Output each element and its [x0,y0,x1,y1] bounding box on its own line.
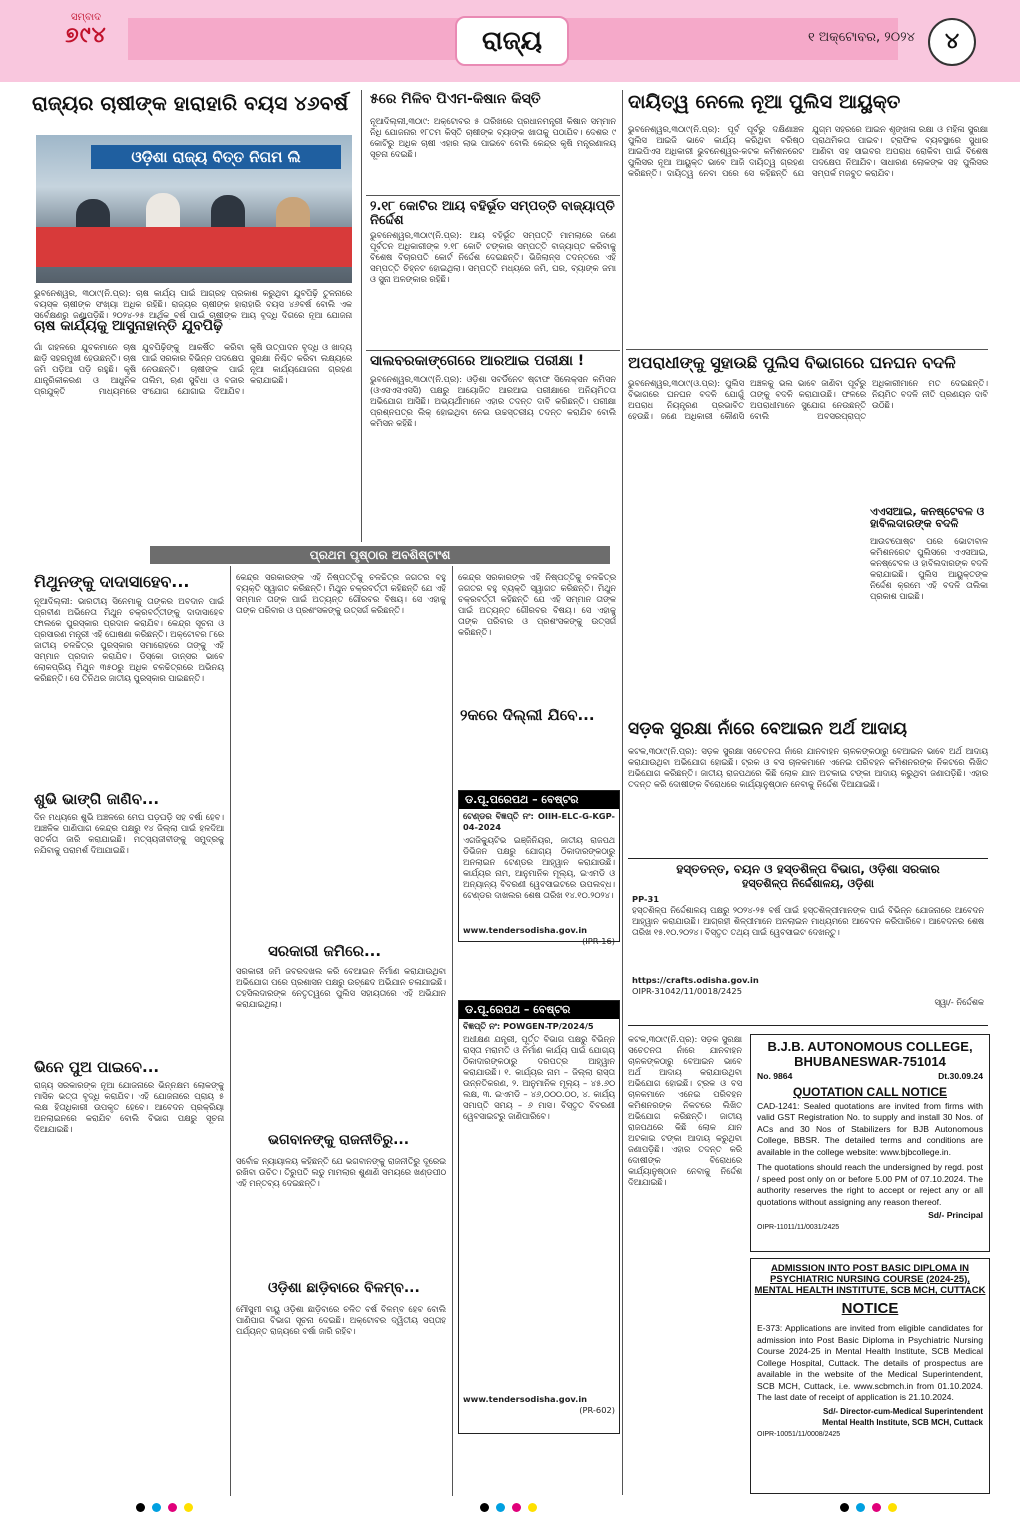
color-registration-dot [512,1503,521,1512]
column-rule [361,90,362,542]
college-city: BHUBANESWAR-751014 [794,1054,946,1069]
news-photo [36,135,352,283]
column-rule [452,566,453,1496]
headline-asi-transfer: ଏଏସଆଇ, କନଷ୍ଟେବଳ ଓ ହାବିଲଦାରଙ୍କ ବଦଳି [870,505,985,531]
notice-sign: ସ୍ୱା/- ନିର୍ଦ୍ଦେଶକ [934,997,984,1008]
story-body: ନୂଆଦିଲ୍ଲୀ: ଭାରତୀୟ ସିନେମାକୁ ତାଙ୍କର ଅବଦାନ ପାଇଁ ପ୍ରବୀଣ ଅଭିନେତା ମିଥୁନ ଚକ୍ରବର୍ତ୍ତୀଙ୍କୁ ଦାଦାସାହେବ ଫାଲକେ ପୁରସ୍କାର ପ୍ରଦାନ କରାଯିବ। କେନ୍ଦ୍ର ସୂଚନା ଓ ପ୍ରସାରଣ ମନ୍ତ୍ରୀ ଏହି ଘୋଷଣା କରିଛନ୍ତି। ଅକ୍ଟୋବର ୮ରେ ଜାତୀୟ ଚଳଚ୍ଚିତ୍ର ପୁରସ୍କାର ସମାରୋହରେ ତାଙ୍କୁ ଏହି ସମ୍ମାନ ପ୍ରଦାନ କରାଯିବ। ଡିସ୍କୋ ଡାନ୍ସର ଭାବେ ଲୋକପ୍ରିୟ ମିଥୁନ ୩୫୦ରୁ ଅଧିକ ଚଳଚ୍ଚିତ୍ରରେ ଅଭିନୟ କରିଛନ୍ତି। ସେ ତିନିଥର ଜାତୀୟ ପୁରସ୍କାର ପାଇଛନ୍ତି। [34,596,224,683]
issue-date: ୧ ଅକ୍ଟୋବର, ୨୦୨୪ [808,30,915,45]
story-body: ସରକାରୀ ଜମି ଜବରଦଖଲ କରି ବେଆଇନ ନିର୍ମାଣ କରାଯାଉଥିବା ଅଭିଯୋଗ ପରେ ପ୍ରଶାସନ ପକ୍ଷରୁ ଉଚ୍ଛେଦ ଅଭିଯାନ ଚଳାଯାଇଛି। ତହସିଲଦାରଙ୍କ ନେତୃତ୍ୱରେ ପୁଲିସ ସହାୟତାରେ ଏହି ଅଭିଯାନ କରାଯାଇଥିଲା। [236,966,446,1009]
notice-title: ହସ୍ତତନ୍ତ, ବୟନ ଓ ହସ୍ତଶିଳ୍ପ ବିଭାଗ, ଓଡ଼ିଶା ସରକାର [676,862,940,876]
section-rule [366,350,620,351]
subheading-odisha: ଓଡ଼ିଶା ଛାଡ଼ିବାରେ ବିଳମ୍ବ... [268,1280,420,1296]
story-body: ଭୁବନେଶ୍ୱର,୩୦ା୯(ନି.ପ୍ର): ଆୟ ବହିର୍ଭୂତ ସମ୍ପତ୍ତି ମାମଲାରେ ଜଣେ ପୂର୍ବତନ ଅଧିକାରୀଙ୍କ ୨.୧୮ କୋଟି ଟଙ୍କାର ସମ୍ପତ୍ତି ବାଜ୍ୟାପ୍ତ କରିବାକୁ ବିଶେଷ ବିଚାରପତି କୋର୍ଟ ନିର୍ଦ୍ଦେଶ ଦେଇଛନ୍ତି। ଭିଜିଲାନ୍ସ ତଦନ୍ତରେ ଏହି ସମ୍ପତ୍ତି ଚିହ୍ନଟ ହୋଇଥିଲା। ସମ୍ପତ୍ତି ମଧ୍ୟରେ ଜମି, ଘର, ବ୍ୟାଙ୍କ ଜମା ଓ ସୁନା ଅଳଙ୍କାର ରହିଛି। [370,230,616,284]
story-body: ଆଉଟପୋଷ୍ଟ ପରେ ଭୋଟାବାଳ କମିଶନରେଟ ପୁଲିସରେ ଏଏସଆଇ, କନଷ୍ଟେବଳ ଓ ହାବିଲଦାରଙ୍କ ବଦଳି କରାଯାଇଛି। ପୁଲିସ ଆୟୁକ୍ତଙ୍କ ନିର୍ଦ୍ଦେଶ କ୍ରମେ ଏହି ବଦଳି ତାଲିକା ପ୍ରକାଶ ପାଇଛି। [870,536,988,601]
page-header [0,0,1020,82]
tender-ref: ଟେଣ୍ଡର ବିଜ୍ଞପ୍ତି ନଂ: OIIH-ELC-G-KGP-04-2024 [463,811,615,832]
bjb-quotation-notice [750,1034,990,1252]
headline-police-commissioner: ଦାୟିତ୍ୱ ନେଲେ ନୂଆ ପୁଲିସ ଆୟୁକ୍ତ [628,91,901,113]
tender-body: ଅଧୀକ୍ଷଣ ଯନ୍ତ୍ରୀ, ପୂର୍ତ୍ତ ବିଭାଗ ପକ୍ଷରୁ ବିଭିନ୍ନ ରାସ୍ତା ମରାମତି ଓ ନିର୍ମାଣ କାର୍ଯ୍ୟ ପାଇଁ ଯୋଗ୍ୟ ଠିକାଦାରଙ୍କଠାରୁ ଦରପତ୍ର ଆହ୍ୱାନ କରାଯାଉଛି। ୧. କାର୍ଯ୍ୟର ନାମ – ଜିଲ୍ଲା ରାସ୍ତା ଉନ୍ନତିକରଣ, ୨. ଆନୁମାନିକ ମୂଲ୍ୟ – ୪୫.୬୦ ଲକ୍ଷ, ୩. ଇଏମଡି – ୪୬,୦୦୦.୦୦, ୪. କାର୍ଯ୍ୟ ସମାପ୍ତି ସମୟ – ୬ ମାସ। ବିସ୍ତୃତ ବିବରଣୀ ୱେବସାଇଟରୁ ଜାଣିପାରିବେ। [463,1034,615,1121]
story-body: ରାଜ୍ୟ ସରକାରଙ୍କ ନୂଆ ଯୋଜନାରେ ଭିନ୍ନକ୍ଷମ ଲୋକଙ୍କୁ ମାସିକ ଭତ୍ତା ବୃଦ୍ଧି କରାଯିବ। ଏହି ଯୋଜନାରେ ପ୍ରାୟ ୫ ଲକ୍ଷ ହିତାଧିକାରୀ ଉପକୃତ ହେବେ। ଆବେଦନ ପ୍ରକ୍ରିୟା ଅନଲାଇନରେ କରାଯିବ ବୋଲି ବିଭାଗ ପକ୍ଷରୁ ସୂଚନା ଦିଆଯାଇଛି। [34,1080,224,1134]
story-body: ସର୍ବୋଚ୍ଚ ନ୍ୟାୟାଳୟ କହିଛନ୍ତି ଯେ ଭଗବାନଙ୍କୁ ରାଜନୀତିରୁ ଦୂରେଇ ରଖିବା ଉଚିତ। ତିରୁପତି ଲଡୁ ମାମଲାର ଶୁଣାଣି ସମୟରେ ଖଣ୍ଡପୀଠ ଏହି ମନ୍ତବ୍ୟ ଦେଇଛନ୍ତି। [236,1156,446,1188]
tender-notice-1 [458,790,620,946]
color-registration-dot [872,1503,881,1512]
color-registration-dot [528,1503,537,1512]
column-rule [230,566,231,1496]
notice-body: ହସ୍ତଶିଳ୍ପ ନିର୍ଦ୍ଦେଶାଳୟ ପକ୍ଷରୁ ୨୦୨୪-୨୫ ବର୍ଷ ପାଇଁ ହସ୍ତଶିଳ୍ପୀମାନଙ୍କ ପାଇଁ ବିଭିନ୍ନ ଯୋଜନାରେ ଆବେଦନ ଆହ୍ୱାନ କରାଯାଉଛି। ଆଗ୍ରହୀ ଶିଳ୍ପୀମାନେ ଅନଲାଇନ ମାଧ୍ୟମରେ ଆବେଦନ କରିପାରିବେ। ଆବେଦନର ଶେଷ ତାରିଖ ୧୫.୧୦.୨୦୨୪। ବିସ୍ତୃତ ତଥ୍ୟ ପାଇଁ ୱେବସାଇଟ ଦେଖନ୍ତୁ। [632,905,984,938]
color-registration-dot [888,1503,897,1512]
headline-asset-seizure: ୨.୧୮ କୋଟିର ଆୟ ବହିର୍ଭୂତ ସମ୍ପତ୍ତି ବାଜ୍ୟାପ୍ତି ନିର୍ଦ୍ଦେଶ [370,199,615,229]
color-registration-dot [184,1503,193,1512]
story-body: ନୂଆଦିଲ୍ଲୀ,୩୦ା୯: ଅକ୍ଟୋବର ୫ ତାରିଖରେ ପ୍ରଧାନମନ୍ତ୍ରୀ କିଷାନ ସମ୍ମାନ ନିଧି ଯୋଜନାର ୧୮ତମ କିସ୍ତି ଚାଷୀଙ୍କ ବ୍ୟାଙ୍କ ଖାତାକୁ ପଠାଯିବ। ଦେଶର ୯ କୋଟିରୁ ଅଧିକ ଚାଷୀ ଏହାର ଲାଭ ପାଇବେ ବୋଲି କେନ୍ଦ୍ର କୃଷି ମନ୍ତ୍ରଣାଳୟ ସୂଚନା ଦେଇଛି। [370,116,616,159]
color-registration-dot [496,1503,505,1512]
photo-banner: ଓଡ଼ିଶା ରାଜ୍ୟ ବିତ୍ତ ନିଗମ ଲି [91,145,341,169]
story-body: କେନ୍ଦ୍ର ସରକାରଙ୍କ ଏହି ନିଷ୍ପତ୍ତିକୁ ଚଳଚ୍ଚିତ୍ର ଜଗତର ବହୁ ବ୍ୟକ୍ତି ସ୍ୱାଗତ କରିଛନ୍ତି। ମିଥୁନ ଚକ୍ରବର୍ତ୍ତୀ କହିଛନ୍ତି ଯେ ଏହି ସମ୍ମାନ ତାଙ୍କ ପାଇଁ ଅତ୍ୟନ୍ତ ଗୌରବର ବିଷୟ। ସେ ଏହାକୁ ତାଙ୍କ ପରିବାର ଓ ପ୍ରଶଂସକଙ୍କୁ ଉତ୍ସର୍ଗ କରିଛନ୍ତି। [236,572,446,615]
column-rule [622,90,623,1495]
color-registration-dot [840,1503,849,1512]
subheading-sarkari: ସରକାରୀ ଜମିରେ... [268,942,382,960]
college-name: B.J.B. AUTONOMOUS COLLEGE, [767,1039,973,1054]
notice-sign: Sd/- Principal [928,1210,983,1220]
notice-heading: NOTICE [841,1300,899,1317]
notice-title: ADMISSION INTO POST BASIC DIPLOMA IN [771,1263,969,1274]
notice-ipr: OIPR-31042/11/0018/2425 [632,986,742,997]
notice-date: Dt.30.09.24 [938,1071,983,1081]
page-number: ୪ [928,18,976,66]
story-body: କଟକ,୩୦ା୯(ନି.ପ୍ର): ସଡ଼କ ସୁରକ୍ଷା ସଚେତନତା ନାଁରେ ଯାନବାହନ ଚାଳକଙ୍କଠାରୁ ବେଆଇନ ଭାବେ ଅର୍ଥ ଆଦାୟ କରାଯାଉଥିବା ଅଭିଯୋଗ ହୋଇଛି। ଟ୍ରକ ଓ ବସ ଚାଳକମାନେ ଏନେଇ ପରିବହନ କମିଶନରଙ୍କ ନିକଟରେ ଲିଖିତ ଅଭିଯୋଗ କରିଛନ୍ତି। ଜାତୀୟ ରାଜପଥରେ କିଛି ଲୋକ ଯାନ ଅଟକାଇ ଟଙ୍କା ଆଦାୟ କରୁଥିବା ଜଣାପଡ଼ିଛି। ଏହାର ତଦନ୍ତ କରି ଦୋଷୀଙ୍କ ବିରୋଧରେ କାର୍ଯ୍ୟାନୁଷ୍ଠାନ ନେବାକୁ ନିର୍ଦ୍ଦେଶ ଦିଆଯାଇଛି। [628,746,988,789]
story-body: ଭୁବନେଶ୍ୱର,୩୦ା୯(ଓ.ପ୍ର): ପୁଲିସ ବିଭାଗରେ ଘନଘନ ବଦଳି ଯୋଗୁଁ ଅପରାଧ ନିୟନ୍ତ୍ରଣ ପ୍ରଭାବିତ ହେଉଛି। ଜଣେ ଅଧିକାରୀ କୌଣସି ଅଞ୍ଚଳକୁ ଭଲ ଭାବେ ଜାଣିବା ପୂର୍ବରୁ ତାଙ୍କୁ ବଦଳି କରାଯାଉଛି। ଫଳରେ ଅପରାଧୀମାନେ ସୁଯୋଗ ନେଉଛନ୍ତି ବୋଲି ଅବସରପ୍ରାପ୍ତ ଅଧିକାରୀମାନେ ମତ ଦେଇଛନ୍ତି। ନିୟମିତ ବଦଳି ନୀତି ପ୍ରଣୟନ ଦାବି ଉଠିଛି। [628,378,988,421]
notice-body: E-373: Applications are invited from eligible candidates for admission into Post Basic Diploma in Psychiatric Nursing Course 2024-25 in Mental Health Institute, SCB Medical College Hospital, Cuttack. The details of prospectus are available in the website of the Medical Superintendent, SCB MCH, Cuttack, i.e. www.scbmch.in from 01.10.2024. The last date of receipt of application is 21.10.2024. [757,1323,983,1402]
headline-ri-exam: ସାଲବରକାଙ୍ଗେରେ ଆରଆଇ ପରୀକ୍ଷା ! [370,353,585,369]
color-registration-dot [136,1503,145,1512]
tender-ipr: (PR-602) [579,1405,615,1415]
tender-web: www.tendersodisha.gov.in [463,925,588,935]
story-body: ଭୁବନେଶ୍ୱର,୩୦ା୯(ନି.ପ୍ର): ପୂର୍ବ ପୂର୍ବରୁ ଦକ୍ଷିଣାଞ୍ଚଳ ପୁଲିସ ଆଇଜି ଭାବେ କାର୍ଯ୍ୟ କରିଥିବା ବରିଷ୍ଠ ଆଇପିଏସ ଅଧିକାରୀ ଭୁବନେଶ୍ୱର-କଟକ କମିଶନରେଟ ପୁଲିସର ନୂଆ ଆୟୁକ୍ତ ଭାବେ ଆଜି ଦାୟିତ୍ୱ ଗ୍ରହଣ କରିଛନ୍ତି। ଦାୟିତ୍ୱ ନେବା ପରେ ସେ କହିଛନ୍ତି ଯେ ଯୁଗ୍ମ ସହରରେ ଆଇନ ଶୃଙ୍ଖଳା ରକ୍ଷା ଓ ମହିଳା ସୁରକ୍ଷା ପ୍ରାଥମିକତା ପାଇବ। ଟ୍ରାଫିକ ବ୍ୟବସ୍ଥାରେ ସୁଧାର ଆଣିବା ସହ ସାଇବର ଅପରାଧ ରୋକିବା ପାଇଁ ବିଶେଷ ପଦକ୍ଷେପ ନିଆଯିବ। ସାଧାରଣ ଲୋକଙ୍କ ସହ ପୁଲିସର ସମ୍ପର୍କ ମଜବୁତ କରାଯିବ। [628,124,988,178]
story-body: ମୌସୁମୀ ବାୟୁ ଓଡ଼ିଶା ଛାଡ଼ିବାରେ ଚଳିତ ବର୍ଷ ବିଳମ୍ବ ହେବ ବୋଲି ପାଣିପାଗ ବିଭାଗ ସୂଚନା ଦେଇଛି। ଅକ୍ଟୋବର ଦ୍ୱିତୀୟ ସପ୍ତାହ ପର୍ଯ୍ୟନ୍ତ ରାଜ୍ୟରେ ବର୍ଷା ଜାରି ରହିବ। [236,1304,446,1336]
notice-ref: PP-31 [632,894,660,905]
notice-heading: QUOTATION CALL NOTICE [793,1084,947,1099]
subheading-youth: ଚାଷ କାର୍ଯ୍ୟକୁ ଆସୁନାହାନ୍ତି ଯୁବପିଢ଼ି [34,318,223,334]
headline-pm-kisan: ୫ରେ ମିଳିବ ପିଏମ-କିଷାନ କିସ୍ତି [370,91,541,107]
tender-title: ଡ.ପୂ.ପରେପଥ – ବେଷ୍ଟର [459,791,619,809]
story-body: କଟକ,୩୦ା୯(ନି.ପ୍ର): ସଡ଼କ ସୁରକ୍ଷା ସଚେତନତା ନାଁରେ ଯାନବାହନ ଚାଳକଙ୍କଠାରୁ ବେଆଇନ ଭାବେ ଅର୍ଥ ଆଦାୟ କରାଯାଉଥିବା ଅଭିଯୋଗ ହୋଇଛି। ଟ୍ରକ ଓ ବସ ଚାଳକମାନେ ଏନେଇ ପରିବହନ କମିଶନରଙ୍କ ନିକଟରେ ଲିଖିତ ଅଭିଯୋଗ କରିଛନ୍ତି। ଜାତୀୟ ରାଜପଥରେ କିଛି ଲୋକ ଯାନ ଅଟକାଇ ଟଙ୍କା ଆଦାୟ କରୁଥିବା ଜଣାପଡ଼ିଛି। ଏହାର ତଦନ୍ତ କରି ଦୋଷୀଙ୍କ ବିରୋଧରେ କାର୍ଯ୍ୟାନୁଷ୍ଠାନ ନେବାକୁ ନିର୍ଦ୍ଦେଶ ଦିଆଯାଇଛି। [628,1034,742,1187]
story-body: କେନ୍ଦ୍ର ସରକାରଙ୍କ ଏହି ନିଷ୍ପତ୍ତିକୁ ଚଳଚ୍ଚିତ୍ର ଜଗତର ବହୁ ବ୍ୟକ୍ତି ସ୍ୱାଗତ କରିଛନ୍ତି। ମିଥୁନ ଚକ୍ରବର୍ତ୍ତୀ କହିଛନ୍ତି ଯେ ଏହି ସମ୍ମାନ ତାଙ୍କ ପାଇଁ ଅତ୍ୟନ୍ତ ଗୌରବର ବିଷୟ। ସେ ଏହାକୁ ତାଙ୍କ ପରିବାର ଓ ପ୍ରଶଂସକଙ୍କୁ ଉତ୍ସର୍ଗ କରିଛନ୍ତି। [458,572,616,637]
continued-band: ପ୍ରଥମ ପୃଷ୍ଠାର ଅବଶିଷ୍ଟାଂଶ [150,546,610,564]
headline-police-transfers: ଅପରାଧୀଙ୍କୁ ସୁହାଉଛି ପୁଲିସ ବିଭାଗରେ ଘନଘନ ବଦଳି [628,353,956,372]
notice-sign: Mental Health Institute, SCB MCH, Cuttack [822,1418,983,1427]
subheading-delhi: ୨କରେ ଦିଲ୍ଲୀ ଯିବେ... [460,706,595,724]
stage-table [36,227,352,267]
notice-ipr: OIPR-10051/11/0008/2425 [757,1430,841,1438]
color-registration-dot [480,1503,489,1512]
headline-road-safety: ସଡ଼କ ସୁରକ୍ଷା ନାଁରେ ବେଆଇନ ଅର୍ଥ ଆଦାୟ [628,719,908,739]
subheading-bhinne: ଭିନେ ପୁଅ ପାଇବେ... [34,1058,160,1076]
notice-web[interactable]: https://crafts.odisha.gov.in [632,975,759,986]
section-rule [626,349,988,350]
subheading-bhagavan: ଭଗବାନଙ୍କୁ ରାଜନୀତିରୁ... [268,1132,410,1148]
story-body: ଭୁବନେଶ୍ୱର, ୩୦ା୯(ନି.ପ୍ର): ଚାଷ କାର୍ଯ୍ୟ ପାଇଁ ଆଗ୍ରହ ପ୍ରକାଶ କରୁଥିବା ଯୁବପିଢ଼ି ତୁଳନାରେ ବୟସ୍କ ଚାଷୀଙ୍କ ସଂଖ୍ୟା ଅଧିକ ରହିଛି। ରାଜ୍ୟର ଚାଷୀଙ୍କ ହାରାହାରି ବୟସ ୪୬ବର୍ଷ ବୋଲି ଏକ ସର୍ବେକ୍ଷଣରୁ ଜଣାପଡ଼ିଛି। ୨୦୨୪-୨୫ ଆର୍ଥିକ ବର୍ଷ ପାଇଁ ଚାଷୀଙ୍କ ଆୟ ବୃଦ୍ଧି ଦିଗରେ ନୂଆ ଯୋଜନା [34,288,352,320]
notice-body: The quotations should reach the undersigned by regd. post / speed post only on or before 5.00 PM of 07.10.2024. The authority reserves the right to accept or reject any or all quotations without assigning any reason thereof. [757,1162,983,1207]
notice-ipr: OIPR-11011/11/0031/2425 [757,1223,840,1231]
story-body: ଭୁବନେଶ୍ୱର,୩୦ା୯(ନି.ପ୍ର): ଓଡ଼ିଶା ସବର୍ଡିନେଟ ଷ୍ଟାଫ ସିଲେକ୍ସନ କମିସନ (ଓଏସଏସଏସସି) ପକ୍ଷରୁ ଆୟୋଜିତ ଆରଆଇ ପରୀକ୍ଷାରେ ଅନିୟମିତତା ଅଭିଯୋଗ ଆସିଛି। ଅଭ୍ୟର୍ଥୀମାନେ ଏହାର ତଦନ୍ତ ଦାବି କରିଛନ୍ତି। ପରୀକ୍ଷା ପ୍ରଶ୍ନପତ୍ର ଲିକ୍ ହୋଇଥିବା ନେଇ ଉଚ୍ଚସ୍ତରୀୟ ତଦନ୍ତ କରାଯିବ ବୋଲି କମିସନ କହିଛି। [370,374,616,428]
tender-body: ଏଗଜିକ୍ୟୁଟିଭ ଇଞ୍ଜିନିୟର, ଜାତୀୟ ରାଜପଥ ଡିଭିଜନ ପକ୍ଷରୁ ଯୋଗ୍ୟ ଠିକାଦାରଙ୍କଠାରୁ ଅନଲାଇନ ଟେଣ୍ଡର ଆହ୍ୱାନ କରାଯାଉଛି। କାର୍ଯ୍ୟର ନାମ, ଆନୁମାନିକ ମୂଲ୍ୟ, ଇଏମଡି ଓ ଅନ୍ୟାନ୍ୟ ବିବରଣୀ ୱେବସାଇଟରେ ଉପଲବ୍ଧ। ଟେଣ୍ଡର ଦାଖଲର ଶେଷ ତାରିଖ ୧୪.୧୦.୨୦୨୪। [463,835,615,900]
story-body: ଦିନ ମଧ୍ୟରେ ଶୁଭି ଅଞ୍ଚଳରେ ମେଘ ଘଡ଼ଘଡ଼ି ସହ ବର୍ଷା ହେବ। ଆଞ୍ଚଳିକ ପାଣିପାଗ କେନ୍ଦ୍ର ପକ୍ଷରୁ ୧୪ ଜିଲ୍ଲା ପାଇଁ ହଳଦିଆ ସତର୍କତା ଜାରି କରାଯାଇଛି। ମତ୍ସ୍ୟଜୀବୀଙ୍କୁ ସମୁଦ୍ରକୁ ନଯିବାକୁ ପରାମର୍ଶ ଦିଆଯାଇଛି। [34,812,224,855]
subheading-shubhi: ଶୁଭି ଭାଙ୍ଗି ଜାଣିବ... [34,790,160,808]
color-registration-dot [856,1503,865,1512]
masthead-big: ୭୯୪ [65,23,107,48]
notice-ref-row [751,1069,989,1085]
notice-title: MENTAL HEALTH INSTITUTE, SCB MCH, CUTTACK [754,1285,986,1296]
section-title: ରାଜ୍ୟ [455,16,569,66]
tender-notice-2 [458,1000,620,1434]
handloom-notice [628,858,988,1026]
notice-sign: Sd/- Director-cum-Medical Superintendent [822,1406,983,1416]
tender-title: ଡ.ପୂ.ରେପଥ – ବେଷ୍ଟର [459,1001,619,1019]
notice-subtitle: ହସ୍ତଶିଳ୍ପ ନିର୍ଦ୍ଦେଶାଳୟ, ଓଡ଼ିଶା [742,877,874,891]
color-registration-dot [168,1503,177,1512]
masthead-logo [40,12,132,72]
subheading-mithun: ମିଥୁନଙ୍କୁ ଦାଦାସାହେବ... [34,572,190,591]
story-body: ଗାଁ ଗହଳରେ ଯୁବକମାନେ ଚାଷ ଛାଡ଼ି ସହରମୁଖୀ ହେଉଛନ୍ତି। ଚାଷ ଜମି ପଡ଼ିଆ ପଡ଼ି ରହୁଛି। କୃଷି ଯାନ୍ତ୍ରିକୀକରଣ ଓ ଆଧୁନିକ ପ୍ରଯୁକ୍ତି ମାଧ୍ୟମରେ ଯୁବପିଢ଼ିଙ୍କୁ ଆକର୍ଷିତ କରିବା ପାଇଁ ସରକାର ବିଭିନ୍ନ ପଦକ୍ଷେପ ନେଉଛନ୍ତି। ଚାଷୀଙ୍କ ପାଇଁ ତାଲିମ, ଋଣ ସୁବିଧା ଓ ବଜାର ସଂଯୋଗ ଯୋଗାଇ ଦିଆଯିବ। କୃଷି ଉତ୍ପାଦନ ବୃଦ୍ଧି ଓ ଖାଦ୍ୟ ସୁରକ୍ଷା ନିଶ୍ଚିତ କରିବା ଲକ୍ଷ୍ୟରେ ନୂଆ କାର୍ଯ୍ୟଯୋଜନା ଗ୍ରହଣ କରାଯାଇଛି। [34,342,352,396]
notice-body: CAD-1241: Sealed quotations are invited from firms with valid GST Registration No. to supply and install 30 Nos. of ACs and 30 Nos of Stabilizers for BJB Autonomous College, BBSR. The detailed terms and conditions are available in the college website: www.bjbcollege.in. [757,1100,983,1157]
tender-ref: ବିଜ୍ଞପ୍ତି ନଂ: POWGEN-TP/2024/5 [463,1021,594,1031]
scb-admission-notice [750,1258,990,1494]
tender-web: www.tendersodisha.gov.in [463,1394,588,1404]
headline-farmer-age: ରାଜ୍ୟର ଚାଷୀଙ୍କ ହାରାହାରି ବୟସ ୪୬ବର୍ଷ [32,91,349,115]
notice-no: No. 9864 [757,1071,793,1081]
masthead-small: ସମ୍ବାଦ [71,12,101,23]
color-registration-dot [152,1503,161,1512]
notice-title: PSYCHIATRIC NURSING COURSE (2024-25), [770,1274,970,1285]
section-rule [366,195,620,196]
tender-ipr: (IPR-16) [582,936,615,946]
